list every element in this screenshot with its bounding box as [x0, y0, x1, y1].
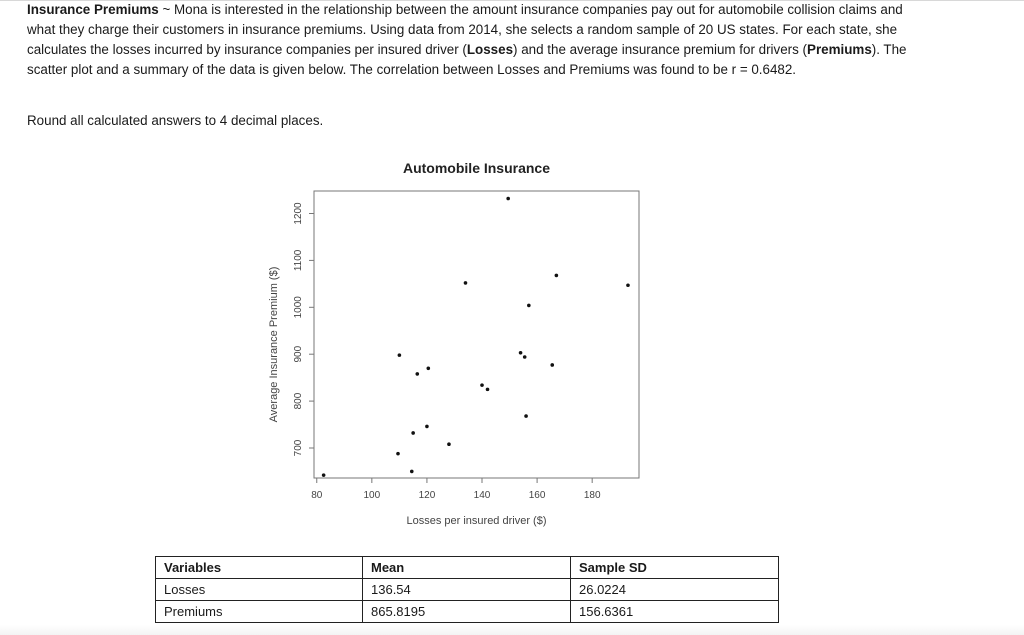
data-point [524, 414, 528, 418]
header-mean: Mean [363, 557, 571, 579]
plot-frame [314, 191, 639, 478]
x-tick-label: 100 [363, 490, 381, 501]
cell-mean: 865.8195 [363, 601, 571, 623]
table-row [156, 601, 779, 623]
data-point [322, 473, 326, 477]
rounding-instruction: Round all calculated answers to 4 decimal places. [27, 113, 324, 128]
title-separator: ~ [158, 2, 174, 17]
problem-text-2: ) and the average insurance premium for drivers ( [513, 42, 808, 57]
cell-sd: 26.0224 [571, 579, 779, 601]
chart-title: Automobile Insurance [402, 160, 551, 176]
premiums-term: Premiums [807, 42, 872, 57]
x-tick-label: 80 [311, 490, 323, 501]
data-point [555, 274, 559, 278]
summary-table [155, 556, 779, 623]
data-point [486, 388, 490, 392]
cell-variable: Premiums [156, 601, 363, 623]
data-point [396, 452, 400, 456]
cell-mean: 136.54 [363, 579, 571, 601]
y-tick-label: 900 [293, 345, 304, 363]
data-point [550, 363, 554, 367]
problem-text-3: ). The scatter plot and a summary of the data is given below. The correlation between Losses and Premiums was found to be r = 0.6482. [27, 42, 907, 77]
scatter-chart [255, 150, 675, 540]
data-point [398, 353, 402, 357]
data-point [480, 383, 484, 387]
table-header-row [156, 557, 779, 579]
problem-statement [27, 0, 927, 80]
y-tick-label: 700 [293, 439, 304, 457]
cell-variable: Losses [156, 579, 363, 601]
losses-term: Losses [466, 42, 514, 57]
header-variables: Variables [156, 557, 363, 579]
table-row [156, 579, 779, 601]
data-point [626, 283, 630, 287]
x-tick-label: 140 [473, 490, 491, 501]
data-point [411, 431, 415, 435]
data-point [523, 355, 527, 359]
data-point [425, 425, 429, 429]
data-point [427, 366, 431, 370]
y-tick-label: 1200 [293, 202, 304, 225]
bottom-edge [0, 625, 1024, 635]
data-point [519, 351, 523, 355]
scatter-plot-svg [255, 150, 675, 540]
problem-title: Insurance Premiums [27, 2, 159, 17]
header-sample-sd: Sample SD [571, 557, 779, 579]
x-tick-label: 180 [583, 490, 601, 501]
data-point [506, 197, 510, 201]
y-tick-label: 1000 [293, 296, 304, 319]
data-point [410, 470, 414, 474]
cell-sd: 156.6361 [571, 601, 779, 623]
y-tick-label: 1100 [293, 249, 304, 272]
data-point [464, 281, 468, 285]
x-tick-label: 160 [528, 490, 546, 501]
y-tick-label: 800 [293, 392, 304, 410]
x-tick-label: 120 [418, 490, 436, 501]
data-point [527, 304, 531, 308]
y-axis-label: Average Insurance Premium ($) [268, 266, 280, 423]
x-axis-label: Losses per insured driver ($) [406, 515, 547, 527]
data-point [415, 372, 419, 376]
problem-text-1: Mona is interested in the relationship between the amount insurance companies pay out for automobile collision claims and what they charge their customers in insurance premiums. Using data from 2014, she selects a random sample of 20 US states. For each state, she calculates the losses incurred by insurance companies per insured driver ( [27, 2, 903, 57]
data-point [447, 442, 451, 446]
